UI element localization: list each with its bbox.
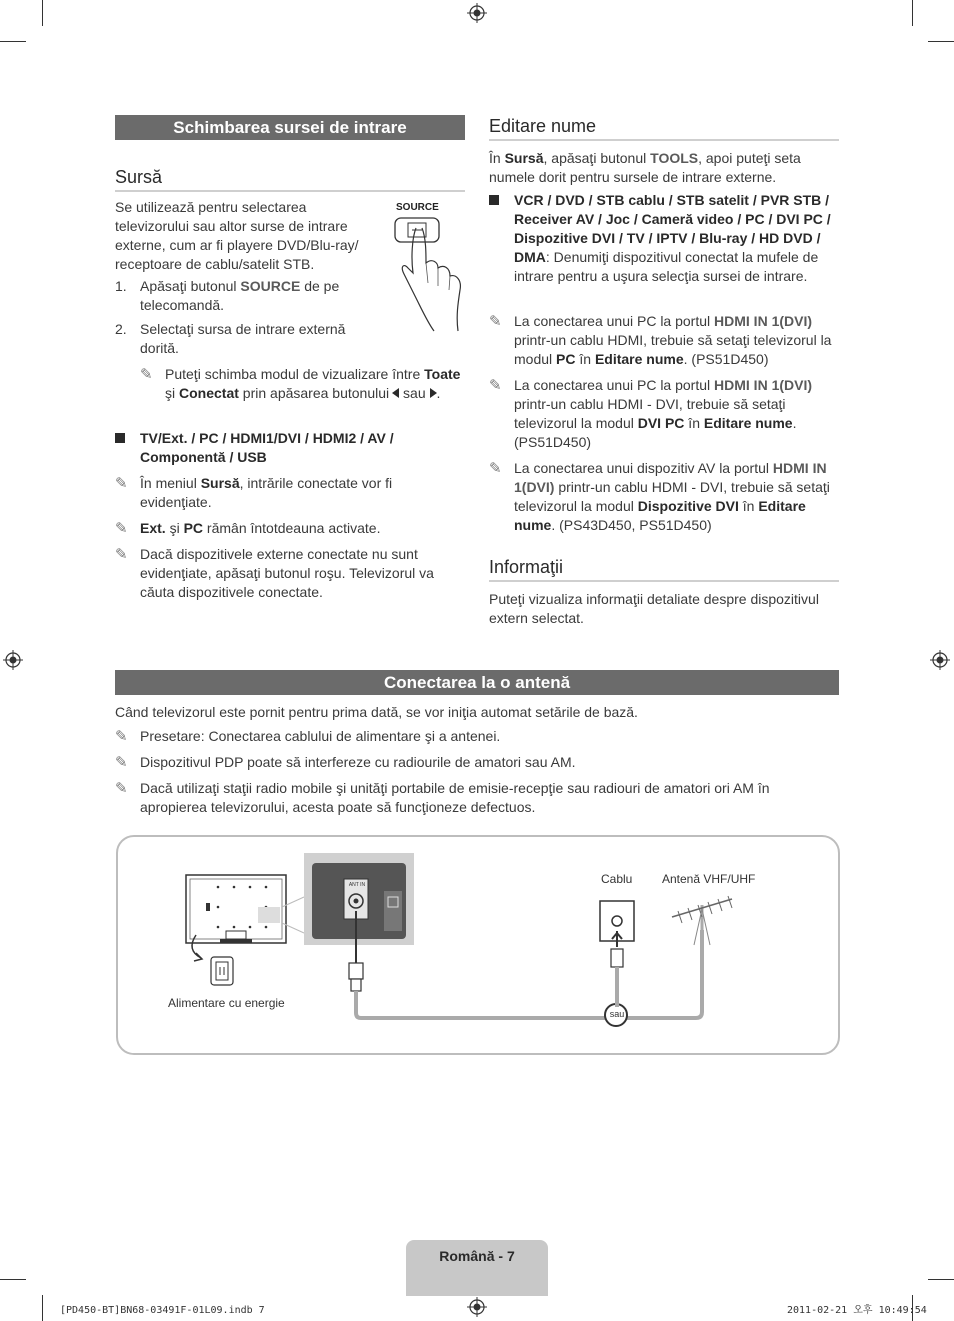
step-1: 1. Apăsaţi butonul SOURCE de pe telecomandă. [115,278,340,313]
crop-mark [0,1279,26,1280]
note-icon: ✎ [115,728,128,745]
cable-wall-socket-icon [600,901,634,1007]
note-icon: ✎ [140,366,153,383]
bullet-square-icon [115,433,125,443]
intro-text: Se utilizează pentru selectarea televizorului sau altor surse de intrare externe, cum ar fi playere DVD/Blu-ray/ receptoare de cablu/satelit STB. [115,199,359,272]
print-timestamp: 2011-02-21 오후 10:49:54 [787,1305,927,1316]
note-item: ✎ La conectarea unui dispozitiv AV la portul HDMI IN 1(DVI) printr-un cablu HDMI - DVI, trebuie să setaţi televizorul la modul Dispozitive DVI în Editare nume. (PS43D450, PS51D450) [489,460,830,533]
antenna-label: Antenă VHF/UHF [662,872,756,886]
registration-mark-icon [3,650,23,670]
crop-mark [0,41,26,42]
note-item: ✎ Dacă dispozitivele externe conectate nu sunt evidenţiate, apăsaţi butonul roşu. Televizorul va căuta dispozitivele conectate. [115,546,434,600]
section-title-antenna: Conectarea la o antenă [115,670,839,695]
antenna-notes [115,727,839,817]
note-icon: ✎ [115,754,128,771]
note-icon: ✎ [489,460,502,477]
note-item: ✎ Dispozitivul PDP poate să interfereze cu radiourile de amatori sau AM. [115,754,576,771]
left-arrow-icon [392,388,399,398]
source-list-bullet: TV/Ext. / PC / HDMI1/DVI / HDMI2 / AV / Componentă / USB [115,429,455,467]
ant-in-label: ANT IN [348,882,366,888]
crop-mark [42,1295,43,1321]
note-icon: ✎ [115,520,128,537]
source-button-label: SOURCE [396,202,439,213]
note-icon: ✎ [115,475,128,492]
registration-mark-icon [467,1297,487,1317]
hand-drawing [386,198,466,333]
crop-mark [928,41,954,42]
crop-mark [912,0,913,26]
subsection-title-info: Informaţii [489,558,839,582]
registration-mark-icon [467,3,487,23]
note-icon: ✎ [115,546,128,563]
note-item: ✎ La conectarea unui PC la portul HDMI IN 1(DVI) printr-un cablu HDMI, trebuie să setaţi televizorul la modul PC în Editare nume. (PS51D450) [489,313,832,367]
right-arrow-icon [430,388,437,398]
power-socket-icon [211,957,233,985]
bullet-square-icon [489,195,499,205]
step-2: 2. Selectaţi sursa de intrare externă dorită. [115,321,346,356]
note-icon: ✎ [489,313,502,330]
antenna-intro: Când televizorul este pornit pentru prima dată, se vor iniţia automat setările de bază. [115,704,638,720]
device-list-bullet: VCR / DVD / STB cablu / STB satelit / PVR STB / Receiver AV / Joc / Cameră video / PC / DVI PC / Dispozitive DVI / TV / IPTV / Blu-ray / HD DVD / DMA: Denumiţi dispozitivul conectat la mufele de intrare pentru a uşura selecţia sursei de intrare. [489,191,834,286]
note-item: ✎ Ext. şi PC rămân întotdeauna activate. [115,520,381,537]
source-intro [115,198,370,274]
section-title-input-source: Schimbarea sursei de intrare [115,115,465,140]
note-item: ✎ Dacă utilizaţi staţii radio mobile şi unităţi portabile de emisie-recepţie sau radiouri de amatori ori AM în apropierea televizorului, acesta poate să funcţioneze defectuos. [115,780,770,815]
page-number: Română - 7 [439,1248,515,1264]
file-info: [PD450-BT]BN68-03491F-01L09.indb 7 [60,1305,265,1316]
page-number-tab [406,1240,548,1296]
steps-list [115,277,365,358]
note-icon: ✎ [115,780,128,797]
or-label: sau [609,1009,625,1019]
tv-back-icon [186,875,286,961]
crop-mark [42,0,43,26]
antenna-icon [672,896,732,1011]
note-item: ✎ Presetare: Conectarea cablului de alimentare şi a antenei. [115,728,501,745]
crop-mark [928,1279,954,1280]
power-label: Alimentare cu energie [168,996,285,1010]
right-notes [489,312,834,535]
note-item: ✎ În meniul Sursă, intrările conectate vor fi evidenţiate. [115,475,393,510]
hand-remote-icon [386,198,466,333]
note-item: ✎ La conectarea unui PC la portul HDMI IN 1(DVI) printr-un cablu HDMI - DVI, trebuie să setaţi televizorul la modul DVI PC în Editare nume. (PS51D450) [489,377,813,450]
diagram-drawing [116,835,838,1053]
note-icon: ✎ [489,377,502,394]
registration-mark-icon [930,650,950,670]
step-note: ✎ Puteţi schimba modul de vizualizare între Toate şi Conectat prin apăsarea butonului sau . [140,366,461,401]
left-notes [115,474,460,602]
cable-label: Cablu [601,872,633,886]
edit-intro: În Sursă, apăsaţi butonul TOOLS, apoi puteţi seta numele dorit pentru sursele de intrare externe. [489,150,801,185]
subsection-title-edit-name: Editare nume [489,117,839,141]
subsection-title-source: Sursă [115,168,465,192]
info-text: Puteţi vizualiza informaţii detaliate despre dispozitivul extern selectat. [489,591,819,626]
